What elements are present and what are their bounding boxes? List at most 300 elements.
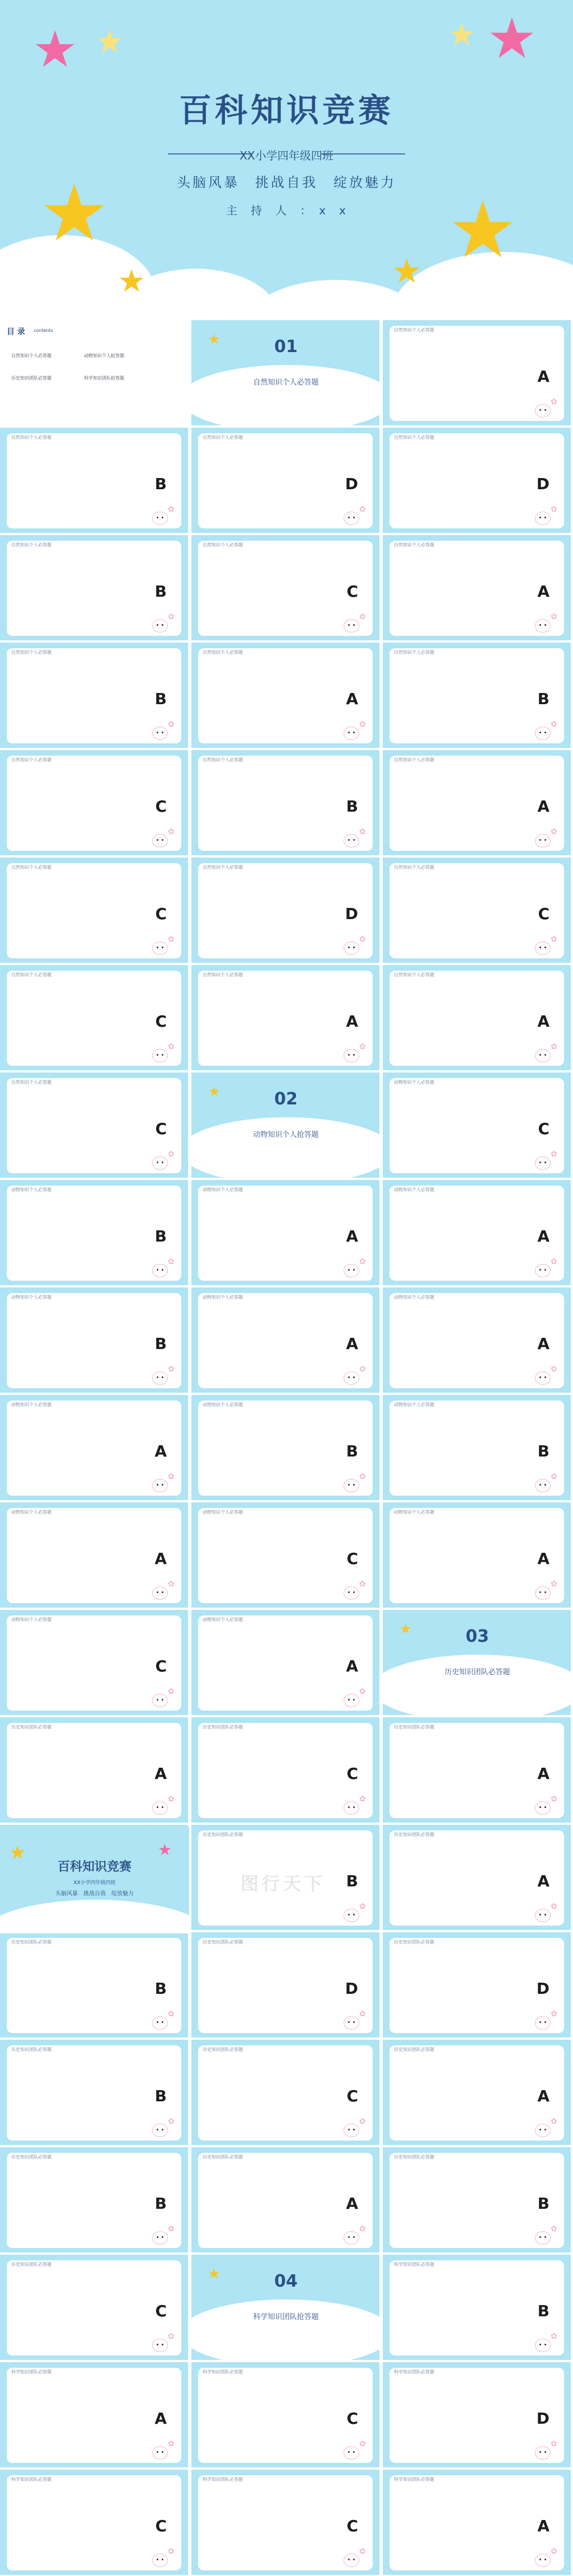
slide-header: 自然知识个人必答题 (203, 542, 243, 547)
slide-header: 历史知识团队必答题 (394, 1725, 434, 1730)
mascot-face-icon (152, 2446, 168, 2460)
slide-header: 自然知识个人必答题 (394, 972, 434, 977)
toc-title-en: contents (34, 328, 53, 333)
slide-header: 历史知识团队必答题 (394, 1940, 434, 1945)
slide-thumbnail[interactable] (383, 1610, 572, 1716)
slide-header: 科学知识团队必答题 (11, 2477, 51, 2482)
star-icon: ★ (487, 6, 537, 71)
answer-letter: D (345, 905, 358, 923)
section-number: 03 (466, 1627, 489, 1646)
slide-header: 自然知识个人必答题 (203, 865, 243, 870)
answer-letter: A (346, 690, 358, 708)
mascot-face-icon (344, 1801, 359, 1815)
slide-header: 历史知识团队必答题 (203, 2047, 243, 2052)
star-icon: ✿ (551, 2117, 557, 2126)
slide-header: 历史知识团队必答题 (11, 2047, 51, 2052)
star-icon: ✿ (551, 1472, 557, 1481)
star-icon: ✿ (168, 1150, 175, 1159)
slide-thumbnail[interactable] (191, 1502, 381, 1609)
section-number: 01 (274, 337, 298, 357)
slide-header: 自然知识个人必答题 (11, 865, 51, 870)
slide-header: 历史知识团队必答题 (394, 1832, 434, 1837)
slide-thumbnail[interactable] (383, 750, 572, 856)
slide-header: 历史知识团队必答题 (11, 2262, 51, 2267)
slide-thumbnail[interactable] (0, 1395, 189, 1501)
answer-letter: C (155, 1012, 167, 1031)
slide-header: 历史知识团队必答题 (203, 1725, 243, 1730)
star-icon: ✿ (359, 2117, 366, 2126)
answer-letter: B (154, 582, 167, 601)
slide-thumbnail[interactable] (191, 535, 381, 641)
slide-thumbnail[interactable] (0, 1610, 189, 1716)
slide-header: 动物知识个人必答题 (11, 1402, 51, 1407)
toc-item: 自然知识个人必答题 (11, 353, 51, 358)
slide-thumbnail[interactable] (0, 643, 189, 749)
slide-header: 历史知识团队必答题 (203, 1832, 243, 1837)
slide-thumbnail[interactable] (191, 320, 381, 427)
slide-thumbnail[interactable] (0, 965, 189, 1071)
toc-item: 科学知识团队抢答题 (84, 376, 124, 381)
answer-letter: B (537, 2194, 549, 2213)
answer-letter: B (154, 1227, 167, 1245)
slide-header: 历史知识团队必答题 (203, 2155, 243, 2160)
answer-letter: D (345, 475, 358, 493)
mascot-face-icon (535, 1586, 551, 1600)
smiling-star-icon: ★ (448, 185, 518, 276)
answer-letter: A (537, 582, 549, 601)
slide-header: 自然知识个人必答题 (203, 650, 243, 655)
closing-title: 百科知识竞赛 (57, 1860, 131, 1874)
slide-thumbnail[interactable] (0, 858, 189, 964)
mascot-face-icon (152, 727, 168, 740)
answer-letter: C (155, 797, 167, 816)
answer-letter: C (155, 2517, 167, 2535)
star-icon: ✿ (551, 935, 557, 944)
mascot-face-icon (535, 2124, 551, 2137)
star-icon: ✿ (359, 827, 366, 836)
slide-header: 动物知识个人必答题 (11, 1187, 51, 1192)
slide-thumbnail[interactable] (383, 965, 572, 1071)
star-icon: ✿ (359, 720, 366, 729)
slide-thumbnail[interactable] (0, 2362, 189, 2469)
mascot-face-icon (152, 834, 168, 847)
slide-header: 自然知识个人必答题 (394, 650, 434, 655)
mascot-face-icon (344, 2124, 359, 2137)
answer-letter: B (346, 1872, 358, 1890)
star-icon: ✿ (168, 1580, 175, 1589)
section-number: 02 (274, 1089, 298, 1109)
slide-thumbnail[interactable] (191, 1610, 381, 1716)
answer-letter: C (346, 1549, 358, 1568)
cloud (383, 1655, 572, 1716)
mascot-face-icon (535, 727, 551, 740)
star-icon: ✿ (359, 612, 366, 621)
toc-item: 历史知识团队必答题 (11, 376, 51, 381)
slide-thumbnail[interactable] (191, 2362, 381, 2469)
slide-header: 动物知识个人必答题 (203, 1295, 243, 1300)
answer-letter: C (155, 905, 167, 923)
star-icon: ★ (208, 1084, 220, 1099)
answer-letter: A (346, 2194, 358, 2213)
star-icon: ★ (448, 17, 476, 53)
slide-thumbnail[interactable] (0, 1932, 189, 2039)
answer-letter: D (536, 475, 549, 493)
mascot-face-icon (535, 512, 551, 525)
slide-header: 动物知识个人必答题 (394, 1295, 434, 1300)
answer-letter: A (537, 1227, 549, 1245)
slide-thumbnail[interactable] (383, 2040, 572, 2146)
closing-slide (0, 1827, 189, 1933)
slide-thumbnail[interactable] (383, 1502, 572, 1609)
star-icon: ★ (208, 331, 220, 347)
slide-header: 自然知识个人必答题 (11, 972, 51, 977)
slide-thumbnail[interactable] (0, 2470, 189, 2576)
mascot-face-icon (535, 2446, 551, 2460)
star-icon: ✿ (168, 720, 175, 729)
slide-thumbnail[interactable] (191, 1932, 381, 2039)
slide-header: 自然知识个人必答题 (203, 757, 243, 762)
slide-thumbnail[interactable] (0, 1717, 189, 1824)
slide-thumbnail[interactable] (0, 1180, 189, 1286)
star-icon: ✿ (551, 827, 557, 836)
mascot-face-icon (535, 1049, 551, 1062)
slide-header: 动物知识个人必答题 (203, 1510, 243, 1515)
mascot-face-icon (535, 2016, 551, 2030)
star-icon: ✿ (359, 2547, 366, 2556)
slide-thumbnail[interactable] (191, 2470, 381, 2576)
star-icon: ✿ (168, 2224, 175, 2233)
slide-header: 自然知识个人必答题 (203, 972, 243, 977)
mascot-face-icon (152, 1156, 168, 1170)
slide-thumbnail[interactable] (191, 965, 381, 1071)
star-icon: ✿ (359, 1687, 366, 1696)
mascot-face-icon (535, 2339, 551, 2352)
slide-header: 自然知识个人必答题 (11, 1080, 51, 1085)
slide-thumbnail[interactable] (383, 1180, 572, 1286)
answer-letter: A (537, 2087, 549, 2105)
slide-header: 动物知识个人必答题 (394, 1080, 434, 1085)
class-name: XX小学四年级四班 (239, 149, 334, 162)
watermark: 图行天下 (241, 1873, 326, 1894)
answer-letter: D (345, 1979, 358, 1998)
answer-letter: B (154, 2194, 167, 2213)
answer-letter: A (346, 1334, 358, 1353)
star-icon: ✿ (168, 2010, 175, 2018)
answer-letter: B (154, 475, 167, 493)
star-icon: ✿ (551, 2010, 557, 2018)
star-icon: ★ (392, 252, 422, 291)
mascot-face-icon (344, 2016, 359, 2030)
cloud (191, 2299, 381, 2361)
answer-letter: A (346, 1657, 358, 1675)
slide-thumbnail[interactable] (383, 643, 572, 749)
star-icon: ✿ (359, 1042, 366, 1051)
star-icon: ✿ (168, 827, 175, 836)
answer-letter: B (154, 1979, 167, 1998)
slide-header: 自然知识个人必答题 (394, 757, 434, 762)
answer-letter: B (346, 797, 358, 816)
mascot-face-icon (344, 1049, 359, 1062)
star-icon: ★ (95, 22, 124, 60)
mascot-face-icon (152, 1479, 168, 1492)
mascot-face-icon (344, 1586, 359, 1600)
slide-header: 动物知识个人必答题 (203, 1402, 243, 1407)
slide-thumbnail[interactable] (191, 1395, 381, 1501)
slide-thumbnail[interactable] (383, 1932, 572, 2039)
star-icon: ✿ (168, 505, 175, 514)
star-icon: ✿ (168, 1257, 175, 1266)
star-icon: ✿ (551, 612, 557, 621)
answer-letter: B (537, 1442, 549, 1460)
answer-letter: C (346, 1764, 358, 1783)
mascot-face-icon (344, 2554, 359, 2567)
answer-letter: B (537, 690, 549, 708)
mascot-face-icon (344, 942, 359, 955)
slide-header: 动物知识个人必答题 (11, 1617, 51, 1622)
mascot-face-icon (344, 2446, 359, 2460)
mascot-face-icon (152, 512, 168, 525)
slide-thumbnail[interactable] (383, 2470, 572, 2576)
answer-letter: B (154, 1334, 167, 1353)
slide-header: 动物知识个人必答题 (11, 1510, 51, 1515)
star-icon: ✿ (551, 1365, 557, 1374)
star-icon: ✿ (359, 1580, 366, 1589)
slide-header: 自然知识个人必答题 (203, 435, 243, 440)
answer-letter: C (346, 2087, 358, 2105)
main-title: 百科知识竞赛 (179, 91, 394, 129)
star-icon: ✿ (551, 1580, 557, 1589)
slide-header: 历史知识团队必答题 (11, 1940, 51, 1945)
slide-thumbnail[interactable] (191, 2255, 381, 2361)
star-icon: ✿ (551, 397, 557, 406)
answer-letter: D (536, 1979, 549, 1998)
slide-header: 动物知识个人必答题 (394, 1187, 434, 1192)
title-slide (0, 0, 573, 320)
slide-thumbnail[interactable] (0, 1502, 189, 1609)
mascot-face-icon (535, 942, 551, 955)
slide-header: 动物知识个人必答题 (11, 1295, 51, 1300)
star-icon: ✿ (168, 935, 175, 944)
slide-thumbnail[interactable] (0, 1072, 189, 1179)
answer-letter: C (155, 1120, 167, 1138)
star-icon: ✿ (168, 2547, 175, 2556)
slide-thumbnail[interactable] (0, 2147, 189, 2254)
mascot-face-icon (152, 2339, 168, 2352)
closing-class: XX小学四年级四班 (73, 1880, 116, 1886)
mascot-face-icon (344, 619, 359, 633)
answer-letter: A (154, 1442, 167, 1460)
slide-thumbnail[interactable] (191, 1072, 381, 1179)
star-icon: ✿ (359, 1365, 366, 1374)
mascot-face-icon (152, 2554, 168, 2567)
star-icon: ★ (208, 2266, 220, 2282)
star-icon: ✿ (551, 1902, 557, 1911)
mascot-face-icon (152, 1049, 168, 1062)
slide-header: 自然知识个人必答题 (394, 542, 434, 547)
mascot-face-icon (344, 1264, 359, 1277)
section-label: 自然知识个人必答题 (253, 378, 319, 387)
cloud (191, 1117, 381, 1179)
slide-thumbnail[interactable] (191, 1180, 381, 1286)
slide-header: 科学知识团队必答题 (394, 2262, 434, 2267)
star-icon: ✿ (551, 720, 557, 729)
answer-letter: C (346, 582, 358, 601)
slide-thumbnail[interactable] (383, 1825, 572, 1931)
slide-thumbnail[interactable] (383, 1395, 572, 1501)
slide-thumbnail[interactable] (383, 428, 572, 534)
slide-header: 科学知识团队必答题 (203, 2369, 243, 2374)
slide-thumbnail[interactable] (191, 858, 381, 964)
answer-letter: A (154, 1549, 167, 1568)
slide-header: 历史知识团队必答题 (394, 2155, 434, 2160)
answer-letter: A (346, 1227, 358, 1245)
answer-letter: B (537, 2302, 549, 2320)
star-icon: ✿ (359, 1902, 366, 1911)
mascot-face-icon (344, 727, 359, 740)
slide-thumbnail[interactable] (0, 2040, 189, 2146)
slide-header: 科学知识团队必答题 (203, 2477, 243, 2482)
star-icon: ✿ (168, 1795, 175, 1804)
star-icon: ✿ (359, 2224, 366, 2233)
answer-letter: A (154, 2409, 167, 2428)
section-label: 动物知识个人抢答题 (253, 1131, 319, 1139)
mascot-face-icon (535, 1909, 551, 1922)
slide-header: 科学知识团队必答题 (11, 2369, 51, 2374)
star-icon: ✿ (359, 505, 366, 514)
slide-thumbnail[interactable] (0, 320, 189, 427)
smiling-star-icon: ★ (39, 168, 110, 259)
mascot-face-icon (535, 2554, 551, 2567)
slide-header: 动物知识个人必答题 (203, 1617, 243, 1622)
answer-letter: C (346, 2517, 358, 2535)
mascot-face-icon (152, 942, 168, 955)
slide-thumbnail[interactable] (383, 535, 572, 641)
slide-header: 历史知识团队必答题 (203, 1940, 243, 1945)
slide-header: 科学知识团队必答题 (394, 2369, 434, 2374)
star-icon: ✿ (551, 2332, 557, 2341)
slide-thumbnail[interactable] (191, 2147, 381, 2254)
slide-header: 自然知识个人必答题 (11, 435, 51, 440)
slide-header: 科学知识团队必答题 (394, 2477, 434, 2482)
answer-letter: C (155, 1657, 167, 1675)
slide-thumbnail[interactable] (383, 2147, 572, 2254)
toc-item: 动物知识个人抢答题 (84, 353, 124, 358)
slide-thumbnail[interactable] (191, 750, 381, 856)
slide-thumbnail[interactable] (383, 2362, 572, 2469)
star-icon: ★ (158, 1840, 172, 1859)
star-icon: ✿ (359, 1257, 366, 1266)
star-icon: ✿ (551, 2547, 557, 2556)
cloud (0, 1900, 189, 1933)
mascot-face-icon (344, 834, 359, 847)
mascot-face-icon (344, 512, 359, 525)
mascot-face-icon (535, 834, 551, 847)
answer-letter: A (154, 1764, 167, 1783)
slide-thumbnail[interactable] (383, 1072, 572, 1179)
slide-header: 动物知识个人必答题 (394, 1510, 434, 1515)
slide-thumbnail[interactable] (383, 320, 572, 427)
mascot-face-icon (535, 404, 551, 418)
mascot-face-icon (535, 619, 551, 633)
toc-title: 目 录 (7, 327, 25, 336)
star-icon: ★ (118, 263, 146, 299)
mascot-face-icon (344, 1371, 359, 1385)
slide-thumbnail[interactable] (191, 428, 381, 534)
answer-letter: D (536, 2409, 549, 2428)
slide-thumbnail[interactable] (0, 2255, 189, 2361)
slide-thumbnail[interactable] (0, 535, 189, 641)
slide-header: 历史知识团队必答题 (11, 1725, 51, 1730)
slide-header: 自然知识个人必答题 (11, 542, 51, 547)
star-icon: ✿ (551, 505, 557, 514)
star-icon: ✿ (168, 1472, 175, 1481)
star-icon: ✿ (551, 1257, 557, 1266)
answer-letter: B (154, 690, 167, 708)
slogan: 头脑风暴 挑战自我 绽放魅力 (177, 175, 396, 190)
slide-thumbnail[interactable] (0, 1287, 189, 1394)
answer-letter: B (154, 2087, 167, 2105)
answer-letter: A (537, 367, 549, 386)
mascot-face-icon (152, 1801, 168, 1815)
mascot-face-icon (344, 1694, 359, 1707)
star-icon: ✿ (551, 1042, 557, 1051)
mascot-face-icon (535, 1156, 551, 1170)
answer-letter: A (537, 797, 549, 816)
section-label: 历史知识团队必答题 (444, 1668, 510, 1676)
mascot-face-icon (152, 2124, 168, 2137)
slide-thumbnail[interactable] (0, 750, 189, 856)
slide-thumbnail[interactable] (0, 428, 189, 534)
mascot-face-icon (535, 1479, 551, 1492)
star-icon: ✿ (359, 1795, 366, 1804)
slide-thumbnail[interactable] (191, 1717, 381, 1824)
slide-thumbnail[interactable] (383, 858, 572, 964)
star-icon: ✿ (551, 2224, 557, 2233)
cloud (191, 365, 381, 427)
answer-letter: A (537, 1549, 549, 1568)
answer-letter: A (537, 1764, 549, 1783)
slide-header: 动物知识个人必答题 (394, 1402, 434, 1407)
slide-thumbnail[interactable] (191, 643, 381, 749)
star-icon: ★ (32, 20, 78, 79)
answer-letter: A (537, 1872, 549, 1890)
mascot-face-icon (152, 1586, 168, 1600)
answer-letter: B (346, 1442, 358, 1460)
star-icon: ✿ (168, 612, 175, 621)
answer-letter: A (537, 2517, 549, 2535)
mascot-face-icon (152, 619, 168, 633)
star-icon: ✿ (359, 2439, 366, 2448)
slide-thumbnail[interactable] (191, 1287, 381, 1394)
mascot-face-icon (344, 2231, 359, 2245)
slide-thumbnail[interactable] (383, 2255, 572, 2361)
answer-letter: A (537, 1334, 549, 1353)
star-icon: ✿ (168, 2439, 175, 2448)
answer-letter: A (537, 1012, 549, 1031)
slide-thumbnail[interactable] (383, 1287, 572, 1394)
slide-header: 自然知识个人必答题 (394, 327, 434, 332)
answer-letter: A (346, 1012, 358, 1031)
slide-header: 自然知识个人必答题 (11, 757, 51, 762)
star-icon: ★ (9, 1842, 26, 1864)
slide-header: 历史知识团队必答题 (11, 2155, 51, 2160)
slide-thumbnail[interactable] (191, 2040, 381, 2146)
closing-slogan: 头脑风暴 挑战自我 绽放魅力 (55, 1891, 134, 1897)
mascot-face-icon (152, 1264, 168, 1277)
star-icon: ✿ (168, 1687, 175, 1696)
slide-header: 自然知识个人必答题 (394, 865, 434, 870)
slide-thumbnail[interactable] (383, 1717, 572, 1824)
